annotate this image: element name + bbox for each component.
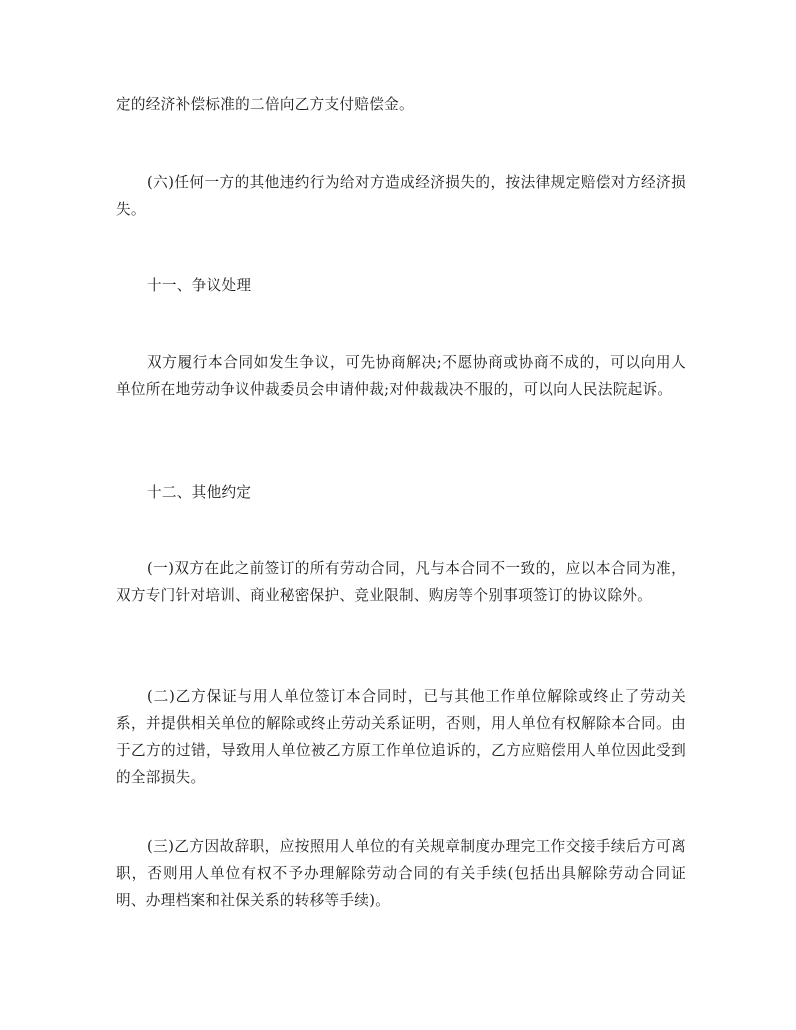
paragraph-other-two: (二)乙方保证与用人单位签订本合同时，已与其他工作单位解除或终止了劳动关系，并提供相关单位的解除或终止劳动关系证明，否则，用人单位有权解除本合同。由于乙方的过错，导致用人单位被乙方原工作单位追诉的，乙方应赔偿用人单位因此受到的全部损失。 <box>116 688 686 786</box>
paragraph-clause-six: (六)任何一方的其他违约行为给对方造成经济损失的，按法律规定赔偿对方经济损失。 <box>116 174 686 218</box>
section-heading-other-terms: 十二、其他约定 <box>147 484 252 501</box>
paragraph-other-one: (一)双方在此之前签订的所有劳动合同，凡与本合同不一致的，应以本合同为准，双方专门针对培训、商业秘密保护、竞业限制、购房等个别事项签订的协议除外。 <box>116 560 686 604</box>
paragraph-other-three: (三)乙方因故辞职，应按照用人单位的有关规章制度办理完工作交接手续后方可离职，否则用人单位有权不予办理解除劳动合同的有关手续(包括出具解除劳动合同证明、办理档案和社保关系的转移等手续)。 <box>116 838 686 909</box>
paragraph-dispute-handling: 双方履行本合同如发生争议，可先协商解决;不愿协商或协商不成的，可以向用人单位所在地劳动争议仲裁委员会申请仲裁;对仲裁裁决不服的，可以向人民法院起诉。 <box>116 354 686 398</box>
section-heading-dispute: 十一、争议处理 <box>147 277 252 294</box>
paragraph-compensation-continuation: 定的经济补偿标准的二倍向乙方支付赔偿金。 <box>116 96 414 113</box>
